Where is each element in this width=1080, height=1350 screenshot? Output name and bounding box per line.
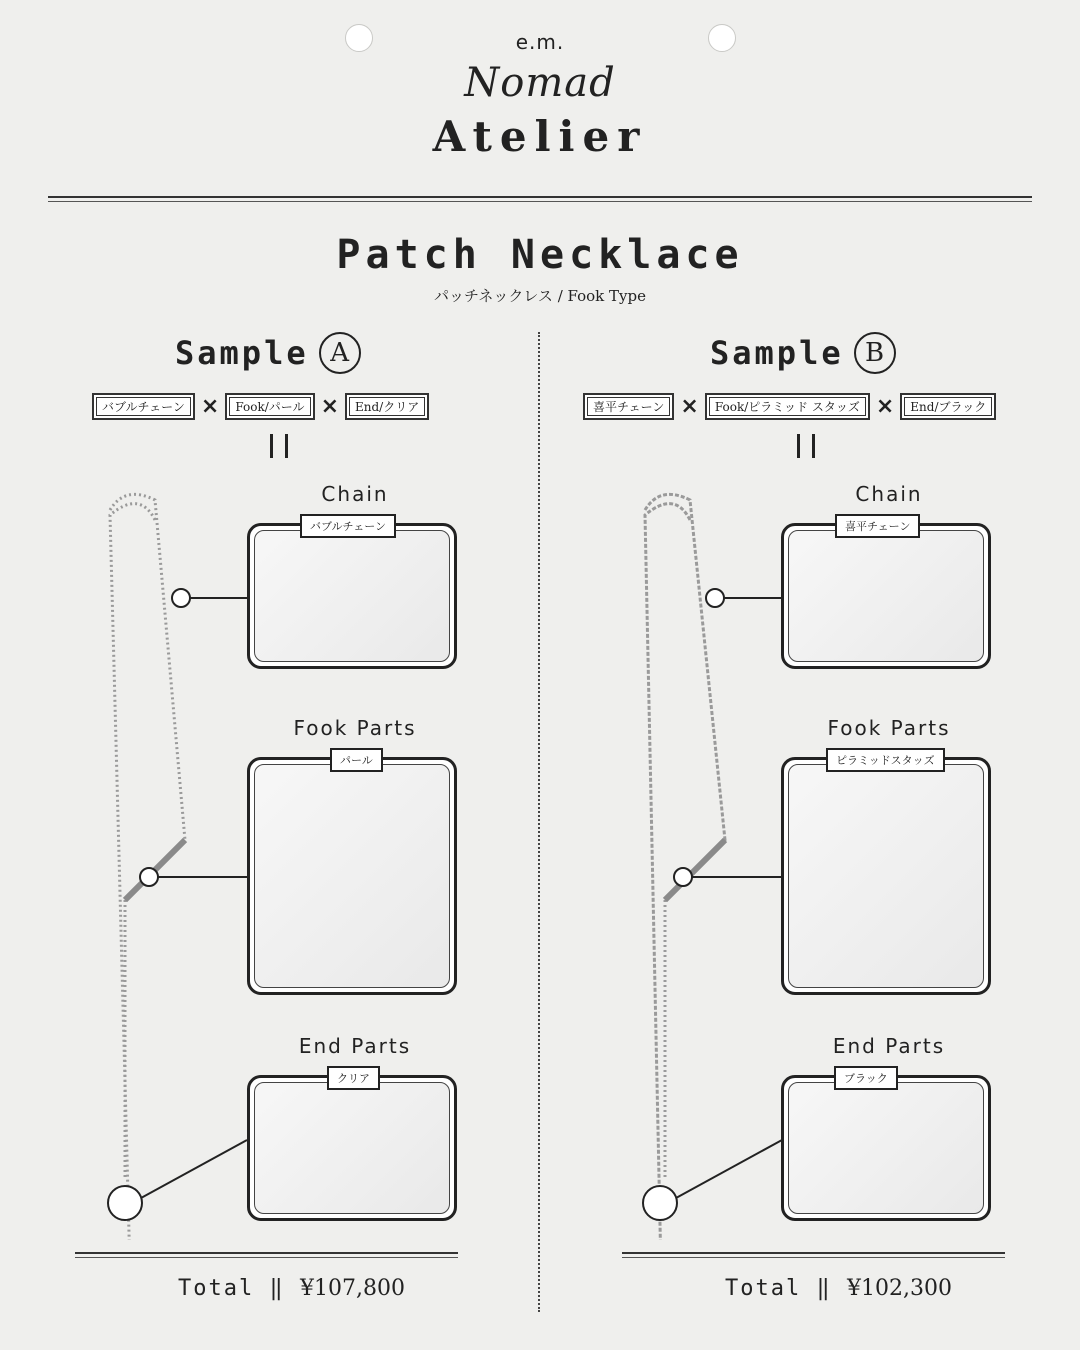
sample-a-chain-node — [171, 588, 191, 608]
sample-b-total-label: Total — [725, 1276, 802, 1301]
sample-a-fook-connector — [158, 876, 248, 878]
sample-a-tag-chain: バブルチェーン — [92, 393, 195, 420]
sample-a-tag-end: End/クリア — [345, 393, 429, 420]
sample-b-fook-node — [673, 867, 693, 887]
sample-b-total-amount: ¥102,300 — [846, 1276, 952, 1301]
sample-b-heading-text: Sample — [710, 334, 844, 372]
sample-b-tag-fook: Fook/ピラミッド スタッズ — [705, 393, 870, 420]
sample-b-tags — [583, 393, 996, 420]
sample-b-chain-connector — [724, 597, 782, 599]
sample-a-fook-photo — [247, 757, 457, 995]
multiply-icon: × — [200, 394, 220, 419]
page-subtitle: パッチネックレス / Fook Type — [433, 287, 646, 305]
sample-b-chain-label: 喜平チェーン — [835, 514, 920, 538]
sample-b-total-rule-top — [622, 1252, 1005, 1254]
sample-b-end-connector — [676, 1138, 784, 1200]
sample-a-chain-photo — [247, 523, 457, 669]
header-rule-top — [48, 196, 1032, 198]
header-rule-bottom — [48, 201, 1032, 202]
sample-a-end-connector — [141, 1138, 249, 1200]
sample-a-fook-label: パール — [330, 748, 383, 772]
sample-a-chain-title: Chain — [321, 482, 389, 506]
sample-b-chain-photo — [781, 523, 991, 669]
sample-a-tags — [92, 393, 429, 420]
sample-b-tag-end: End/ブラック — [900, 393, 996, 420]
brand-nomad-logo: Nomad — [464, 60, 616, 106]
sample-b-total — [725, 1276, 952, 1301]
page-title: Patch Necklace — [336, 232, 744, 278]
sample-b-chain-node — [705, 588, 725, 608]
sample-b-end-photo — [781, 1075, 991, 1221]
sample-a-end-photo — [247, 1075, 457, 1221]
equals-icon — [797, 434, 815, 458]
sample-a-heading-text: Sample — [175, 334, 309, 372]
sample-a-end-node — [107, 1185, 143, 1221]
sample-a-total — [178, 1276, 405, 1301]
multiply-icon: × — [680, 394, 699, 419]
sample-b-end-node — [642, 1185, 678, 1221]
sample-a-heading — [175, 332, 361, 374]
sample-b-fook-label: ピラミッドスタッズ — [826, 748, 945, 772]
sample-a-total-rule-top — [75, 1252, 458, 1254]
sample-a-total-label: Total — [178, 1276, 255, 1301]
multiply-icon: × — [875, 394, 895, 419]
equals-icon — [270, 434, 288, 458]
sample-a-chain-connector — [190, 597, 248, 599]
sample-a-end-label: クリア — [327, 1066, 380, 1090]
sample-a-fook-node — [139, 867, 159, 887]
sample-b-end-label: ブラック — [834, 1066, 898, 1090]
sample-b-fook-photo — [781, 757, 991, 995]
sample-b-total-rule-bottom — [622, 1257, 1005, 1258]
sample-b-tag-chain: 喜平チェーン — [583, 393, 674, 420]
brand-atelier: Atelier — [432, 112, 648, 161]
sample-a-end-title: End Parts — [298, 1034, 412, 1058]
sample-a-total-rule-bottom — [75, 1257, 458, 1258]
brand-em: e.m. — [515, 30, 565, 54]
sample-b-heading — [710, 332, 896, 374]
sample-b-letter-badge: B — [854, 332, 896, 374]
sample-b-end-title: End Parts — [832, 1034, 946, 1058]
sample-b-fook-title: Fook Parts — [827, 716, 951, 740]
sample-b-fook-connector — [692, 876, 782, 878]
total-separator-icon: ‖ — [269, 1276, 285, 1301]
sample-a-tag-fook: Fook/パール — [225, 393, 314, 420]
sample-b-chain-title: Chain — [855, 482, 923, 506]
sample-a-total-amount: ¥107,800 — [299, 1276, 405, 1301]
sample-a-fook-title: Fook Parts — [293, 716, 417, 740]
column-divider — [538, 332, 540, 1312]
sample-a-letter-badge: A — [319, 332, 361, 374]
multiply-icon: × — [320, 394, 339, 419]
total-separator-icon: ‖ — [816, 1276, 832, 1301]
sample-a-chain-label: バブルチェーン — [300, 514, 396, 538]
